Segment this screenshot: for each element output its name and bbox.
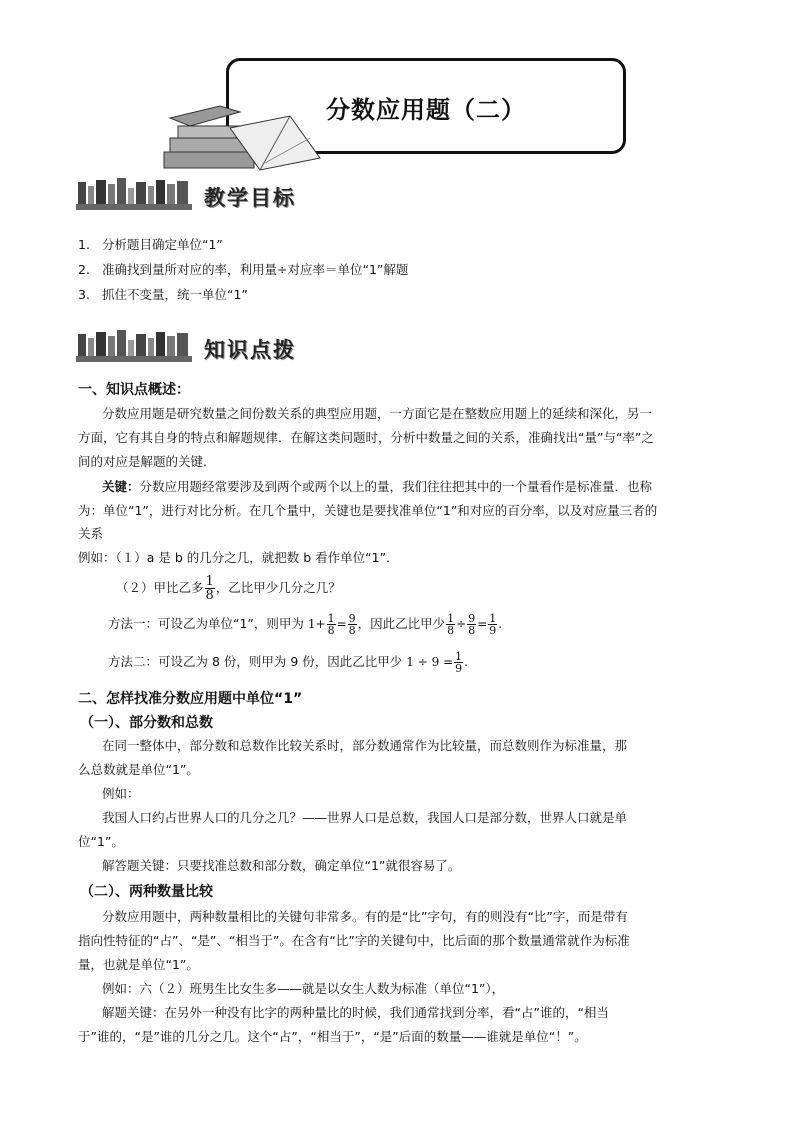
fraction: $\frac{1}{8}$ — [205, 574, 214, 603]
paragraph-line: 例如：六（２）班男生比女生多——就是以女生人数为标准（单位“1”）， — [102, 981, 505, 996]
paragraph-line: 分数应用题是研究数量之间份数关系的典型应用题，一方面它是在整数应用题上的延续和深化，另一 — [102, 406, 653, 421]
fraction: $\frac{1}{8}$ — [447, 612, 455, 637]
books-illustration — [160, 98, 330, 173]
page-title: 分数应用题（二） — [326, 96, 526, 124]
fraction: $\frac{1}{9}$ — [489, 612, 497, 637]
key-label: 关键： — [102, 479, 140, 494]
paragraph-line: 间的对应是解题的关键． — [78, 454, 216, 469]
paragraph-line: 指向性特征的“占”、“是”、“相当于”。在含有“比”字的关键句中，比后面的那个数量通常就作为标准 — [78, 933, 630, 948]
example-line: （２）甲比乙多 $\frac{1}{8}$ ，乙比甲少几分之几？ — [116, 574, 341, 603]
fraction: $\frac{1}{8}$ — [327, 612, 335, 637]
method-1-line: 方法一：可设乙为单位“1”，则甲为 1+ $\frac{1}{8}$ = $\frac{9}{8}$ ，因此乙比甲少 $\frac{1}{8}$ ÷ $\frac{9}{8}$ = $\frac{1}{9}$ . — [108, 612, 503, 637]
fraction: $\frac{9}{8}$ — [468, 612, 476, 637]
paragraph-line: 解题关键：在另外一种没有比字的两种量比的时候，我们通常找到分率，看“占”谁的，“相当 — [102, 1005, 609, 1020]
key-paragraph-line: 关键：分数应用题经常要涉及到两个或两个以上的量，我们往往把其中的一个量看作是标准量．也称 — [102, 479, 653, 494]
section-2-heading: 二、怎样找准分数应用题中单位“1” — [78, 691, 303, 707]
paragraph-line: 于”谁的，“是”谁的几分之几。这个“占”，“相当于”，“是”后面的数量——谁就是单位“！”。 — [78, 1029, 587, 1044]
banner-knowledge-label: 知识点拨 — [204, 338, 296, 362]
paragraph-line: 例如： — [102, 786, 140, 801]
paragraph-line: 么总数就是单位“1”。 — [78, 762, 199, 777]
paragraph-line: 方面，它有其自身的特点和解题规律．在解这类问题时，分析中数量之间的关系，准确找出“量”与“率”之 — [78, 430, 654, 445]
paragraph-line: 位“1”。 — [78, 834, 124, 849]
goal-item-1: 1. 分析题目确定单位“1” — [78, 237, 223, 252]
example-line: 例如：（１）a 是 b 的几分之几，就把数 b 看作单位“1”． — [78, 550, 399, 565]
paragraph-line: 关系 — [78, 526, 104, 541]
section-1-heading: 一、知识点概述： — [78, 382, 190, 398]
subsection-heading: （一）、部分数和总数 — [80, 715, 213, 731]
paragraph-line: 在同一整体中，部分数和总数作比较关系时，部分数通常作为比较量，而总数则作为标准量，那 — [102, 738, 628, 753]
paragraph-line: 为：单位“1”，进行对比分析。在几个量中，关键也是要找准单位“1”和对应的百分率，以及对应量三者的 — [78, 503, 658, 518]
paragraph-line: 我国人口约占世界人口的几分之几？——世界人口是总数，我国人口是部分数，世界人口就是单 — [102, 810, 628, 825]
shelf-banner-icon — [76, 178, 192, 210]
goal-item-2: 2. 准确找到量所对应的率，利用量÷对应率＝单位“1”解题 — [78, 262, 409, 277]
paragraph-line: 分数应用题中，两种数量相比的关键句非常多。有的是“比”字句，有的则没有“比”字，而是带有 — [102, 909, 628, 924]
paragraph-line: 解答题关键：只要找准总数和部分数，确定单位“1”就很容易了。 — [102, 858, 461, 873]
fraction: $\frac{1}{9}$ — [455, 650, 463, 675]
method-2-line: 方法二：可设乙为 8 份，则甲为 9 份，因此乙比甲少 1 ÷ 9 = $\frac{1}{9}$ . — [108, 650, 468, 675]
banner-goals-label: 教学目标 — [204, 186, 296, 210]
goal-item-3: 3. 抓住不变量，统一单位“1” — [78, 287, 248, 302]
paragraph-line: 量，也就是单位“1”。 — [78, 957, 199, 972]
fraction: $\frac{9}{8}$ — [348, 612, 356, 637]
shelf-banner-icon — [76, 330, 192, 362]
subsection-heading: （二）、两种数量比较 — [80, 884, 213, 900]
